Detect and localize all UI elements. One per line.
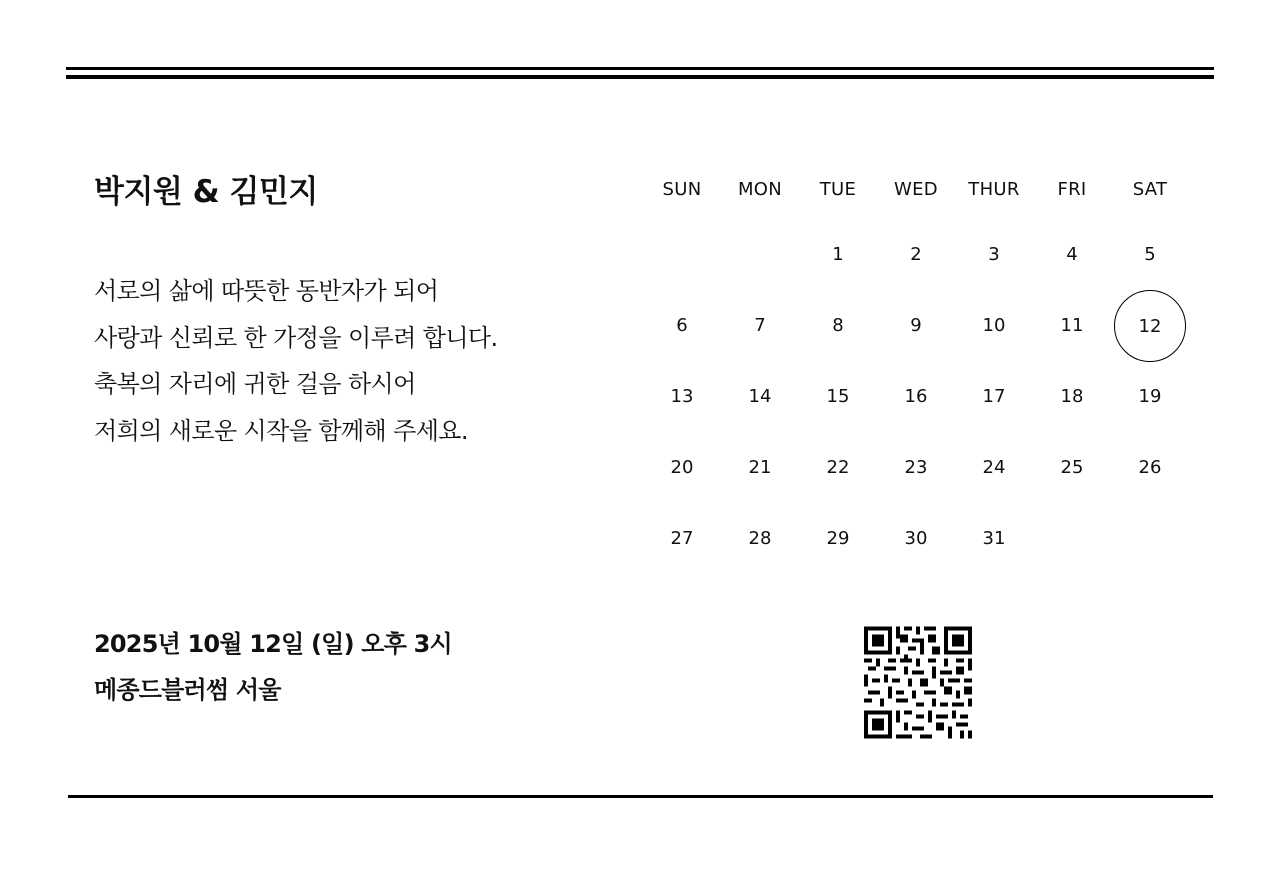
weekday-label: SUN (662, 178, 702, 200)
calendar-day (721, 451, 799, 522)
calendar-day (955, 238, 1033, 309)
calendar-day-number: 19 (1138, 386, 1162, 407)
invitation-message (94, 272, 498, 458)
calendar-day (877, 451, 955, 522)
calendar-day-number: 11 (1060, 315, 1084, 336)
calendar-day-number: 1 (832, 244, 844, 265)
calendar-day-number: 17 (982, 386, 1006, 407)
calendar-empty-cell (643, 238, 721, 309)
calendar-day (799, 451, 877, 522)
calendar-day (1033, 238, 1111, 309)
calendar-day (955, 451, 1033, 522)
calendar-days (643, 238, 1189, 593)
weekday-label: MON (737, 178, 783, 200)
calendar-day-number: 25 (1060, 457, 1084, 478)
calendar-day (1033, 309, 1111, 380)
calendar-day (799, 522, 877, 593)
calendar-day-number: 28 (748, 528, 772, 549)
calendar-day (1111, 380, 1189, 451)
calendar (643, 170, 1189, 593)
calendar-day (643, 451, 721, 522)
calendar-day-number: 31 (982, 528, 1006, 549)
weekday-label: THUR (968, 178, 1020, 200)
calendar-day (799, 238, 877, 309)
calendar-day-number: 10 (982, 315, 1006, 336)
calendar-day (1033, 380, 1111, 451)
calendar-day (721, 380, 799, 451)
calendar-day-number: 5 (1144, 244, 1156, 265)
calendar-day-number: 20 (670, 457, 694, 478)
calendar-day-number: 16 (904, 386, 928, 407)
calendar-day-number: 8 (832, 315, 844, 336)
calendar-day-number: 30 (904, 528, 928, 549)
calendar-day (1033, 451, 1111, 522)
calendar-day (799, 380, 877, 451)
calendar-day-number: 7 (754, 315, 766, 336)
calendar-day (955, 380, 1033, 451)
calendar-day-number: 6 (676, 315, 688, 336)
calendar-day (721, 522, 799, 593)
calendar-day (643, 522, 721, 593)
message-line: 서로의 삶에 따뜻한 동반자가 되어 (94, 277, 439, 305)
calendar-day-number: 13 (670, 386, 694, 407)
calendar-day-number: 9 (910, 315, 922, 336)
calendar-day (877, 380, 955, 451)
calendar-day (877, 522, 955, 593)
calendar-day (1111, 451, 1189, 522)
calendar-day-highlighted (1111, 309, 1189, 380)
top-rule-thin (66, 67, 1214, 70)
bottom-rule (68, 795, 1213, 798)
calendar-day-number: 26 (1138, 457, 1162, 478)
weekday-label: SAT (1132, 178, 1168, 200)
calendar-day (799, 309, 877, 380)
couple-names: 박지원 & 김민지 (94, 174, 318, 210)
calendar-day (877, 238, 955, 309)
calendar-day (643, 380, 721, 451)
calendar-day-number: 12 (1114, 290, 1186, 362)
message-line: 저희의 새로운 시작을 함께해 주세요. (94, 416, 468, 445)
message-line: 축복의 자리에 귀한 걸음 하시어 (94, 370, 416, 398)
calendar-empty-cell (721, 238, 799, 309)
calendar-day-number: 18 (1060, 386, 1084, 407)
calendar-day (643, 309, 721, 380)
calendar-day-number: 24 (982, 457, 1006, 478)
calendar-day (955, 309, 1033, 380)
calendar-day-number: 21 (748, 457, 772, 478)
weekday-label: TUE (819, 178, 857, 200)
calendar-day-number: 14 (748, 386, 772, 407)
calendar-weekday-header (643, 170, 1189, 208)
message-line: 사랑과 신뢰로 한 가정을 이루려 합니다. (94, 323, 498, 352)
event-venue: 메종드블러썸 서울 (94, 676, 281, 704)
calendar-day-number: 22 (826, 457, 850, 478)
calendar-day (877, 309, 955, 380)
calendar-day-number: 23 (904, 457, 928, 478)
qr-code-icon (864, 626, 972, 739)
weekday-label: FRI (1057, 178, 1087, 200)
calendar-day-number: 29 (826, 528, 850, 549)
calendar-day-number: 15 (826, 386, 850, 407)
weekday-label: WED (894, 178, 938, 200)
calendar-day-number: 3 (988, 244, 1000, 265)
calendar-day (721, 309, 799, 380)
event-datetime: 2025년 10월 12일 (일) 오후 3시 (94, 630, 452, 658)
top-rule-thick (66, 75, 1214, 79)
calendar-day-number: 27 (670, 528, 694, 549)
calendar-day (955, 522, 1033, 593)
calendar-day-number: 4 (1066, 244, 1078, 265)
calendar-day-number: 2 (910, 244, 922, 265)
